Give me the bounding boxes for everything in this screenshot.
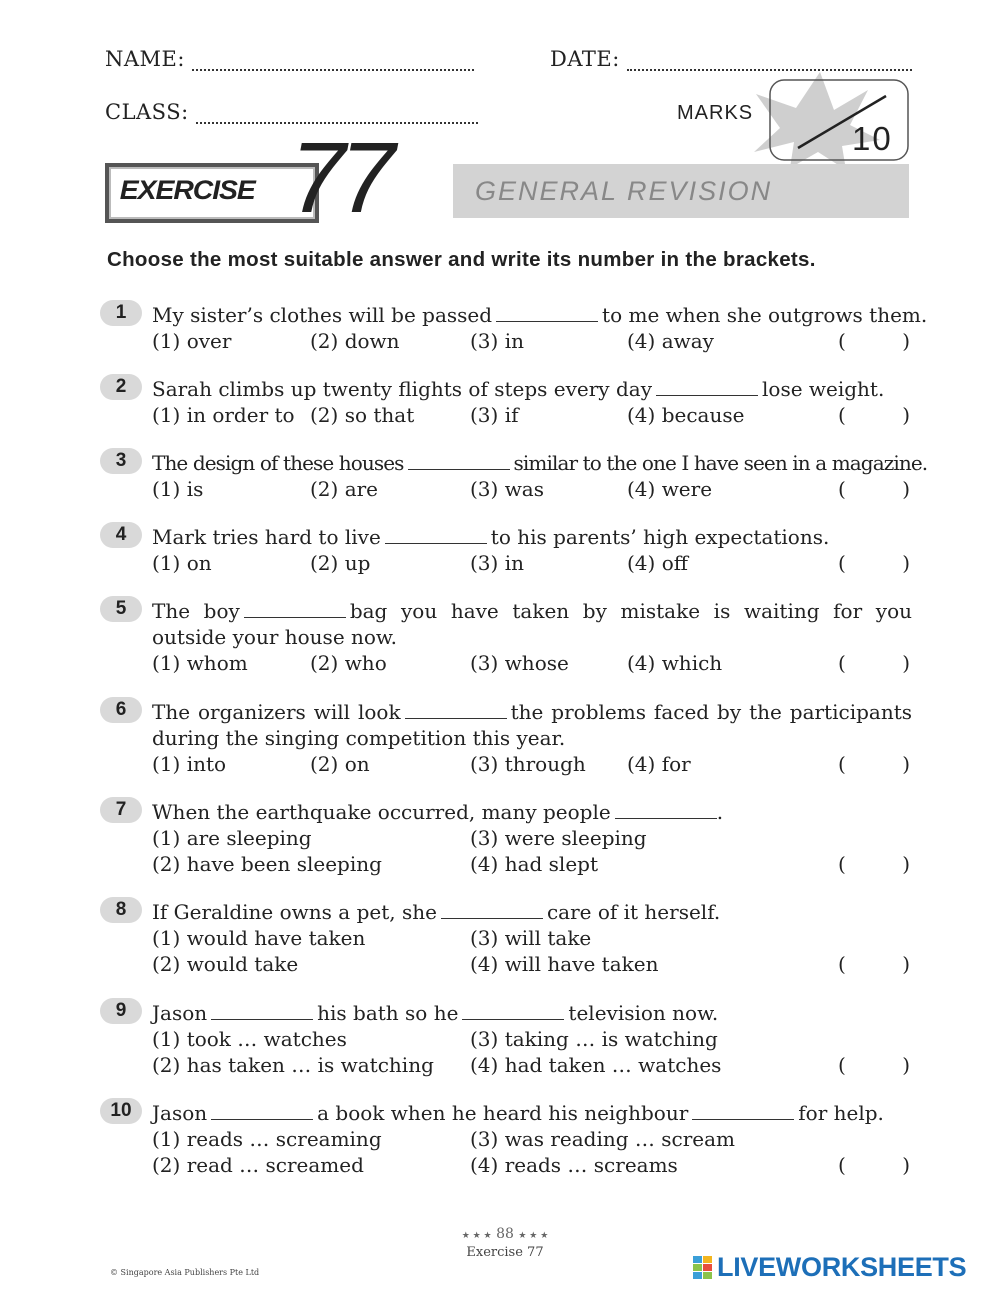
option-4: (4) off bbox=[627, 551, 688, 575]
option-1: (1) over bbox=[152, 329, 232, 353]
instruction: Choose the most suitable answer and write its number in the brackets. bbox=[107, 248, 816, 271]
option-4: (4) for bbox=[627, 752, 691, 776]
stars-right: ★ ★ ★ bbox=[518, 1231, 549, 1241]
question-text: My sister’s clothes will be passed to me when she outgrows them. bbox=[152, 303, 928, 327]
option-3: (3) if bbox=[470, 403, 519, 427]
question-number: 1 bbox=[100, 300, 142, 326]
date-field[interactable] bbox=[550, 47, 912, 71]
question-text: When the earthquake occurred, many people . bbox=[152, 800, 724, 824]
stars-left: ★ ★ ★ bbox=[461, 1231, 492, 1241]
option-1: (1) into bbox=[152, 752, 227, 776]
question-text: Jason a book when he heard his neighbour for help. bbox=[152, 1101, 884, 1125]
class-label: CLASS: bbox=[105, 100, 189, 124]
question-text: Jason his bath so he television now. bbox=[152, 1001, 719, 1025]
answer-brackets[interactable]: ( ) bbox=[838, 403, 910, 427]
option-4: (4) had slept bbox=[470, 852, 598, 876]
name-field[interactable] bbox=[105, 47, 474, 71]
answer-brackets[interactable]: ( ) bbox=[838, 551, 910, 575]
option-2: (2) are bbox=[310, 477, 379, 501]
answer-brackets[interactable]: ( ) bbox=[838, 1053, 910, 1077]
name-label: NAME: bbox=[105, 47, 185, 71]
title-band bbox=[453, 164, 909, 218]
option-2: (2) read … screamed bbox=[152, 1153, 364, 1177]
question-text: Sarah climbs up twenty flights of steps every day lose weight. bbox=[152, 377, 885, 401]
answer-blank[interactable] bbox=[244, 599, 346, 618]
question-text: The organizers will look the problems faced by the participants during the singing competition this year. bbox=[152, 700, 912, 750]
option-1: (1) would have taken bbox=[152, 926, 366, 950]
exercise-badge-text: EXERCISE bbox=[119, 175, 255, 205]
question-number: 3 bbox=[100, 448, 142, 474]
question-number: 9 bbox=[100, 998, 142, 1024]
option-3: (3) was bbox=[470, 477, 544, 501]
option-3: (3) through bbox=[470, 752, 586, 776]
answer-brackets[interactable]: ( ) bbox=[838, 852, 910, 876]
question-text: The design of these houses similar to the one I have seen in a magazine. bbox=[152, 451, 928, 475]
question-number: 8 bbox=[100, 897, 142, 923]
option-2: (2) would take bbox=[152, 952, 299, 976]
option-1: (1) took … watches bbox=[152, 1027, 347, 1051]
option-3: (3) will take bbox=[470, 926, 592, 950]
option-4: (4) because bbox=[627, 403, 745, 427]
option-3: (3) was reading … scream bbox=[470, 1127, 736, 1151]
answer-blank[interactable] bbox=[408, 451, 510, 470]
option-2: (2) on bbox=[310, 752, 370, 776]
option-2: (2) up bbox=[310, 551, 371, 575]
question-text: The boy bag you have taken by mistake is waiting for you outside your house now. bbox=[152, 599, 912, 649]
option-2: (2) who bbox=[310, 651, 387, 675]
marks-total: 10 bbox=[852, 120, 893, 157]
option-3: (3) were sleeping bbox=[470, 826, 647, 850]
page-number: 88 bbox=[496, 1226, 514, 1242]
option-1: (1) reads … screaming bbox=[152, 1127, 382, 1151]
question-number: 2 bbox=[100, 374, 142, 400]
page-number-line bbox=[440, 1226, 570, 1242]
exercise-number: 77 bbox=[290, 122, 390, 234]
option-1: (1) whom bbox=[152, 651, 248, 675]
class-field[interactable] bbox=[105, 100, 478, 124]
question-number: 4 bbox=[100, 522, 142, 548]
marks-label: MARKS bbox=[677, 102, 754, 124]
question-number: 7 bbox=[100, 797, 142, 823]
option-4: (4) will have taken bbox=[470, 952, 659, 976]
option-4: (4) away bbox=[627, 329, 714, 353]
liveworksheets-brand[interactable]: LIVEWORKSHEETS bbox=[717, 1252, 967, 1282]
option-1: (1) in order to bbox=[152, 403, 295, 427]
exercise-badge bbox=[105, 163, 319, 223]
option-2: (2) so that bbox=[310, 403, 415, 427]
answer-brackets[interactable]: ( ) bbox=[838, 477, 910, 501]
answer-blank[interactable] bbox=[656, 377, 758, 396]
date-line[interactable] bbox=[627, 53, 912, 71]
option-2: (2) has taken … is watching bbox=[152, 1053, 434, 1077]
option-1: (1) on bbox=[152, 551, 212, 575]
answer-blank-2[interactable] bbox=[462, 1001, 564, 1020]
answer-brackets[interactable]: ( ) bbox=[838, 952, 910, 976]
option-4: (4) had taken … watches bbox=[470, 1053, 722, 1077]
option-3: (3) whose bbox=[470, 651, 569, 675]
date-label: DATE: bbox=[550, 47, 620, 71]
answer-blank-2[interactable] bbox=[692, 1101, 794, 1120]
copyright: © Singapore Asia Publishers Pte Ltd bbox=[110, 1268, 260, 1277]
answer-brackets[interactable]: ( ) bbox=[838, 1153, 910, 1177]
option-4: (4) which bbox=[627, 651, 723, 675]
option-2: (2) down bbox=[310, 329, 400, 353]
exercise-footer-label: Exercise 77 bbox=[466, 1245, 544, 1260]
answer-blank[interactable] bbox=[496, 303, 598, 322]
answer-brackets[interactable]: ( ) bbox=[838, 651, 910, 675]
question-text: If Geraldine owns a pet, she care of it herself. bbox=[152, 900, 721, 924]
answer-blank[interactable] bbox=[385, 525, 487, 544]
question-number: 5 bbox=[100, 596, 142, 622]
option-4: (4) reads … screams bbox=[470, 1153, 678, 1177]
answer-blank-1[interactable] bbox=[211, 1001, 313, 1020]
exercise-title: GENERAL REVISION bbox=[475, 176, 773, 206]
name-line[interactable] bbox=[192, 53, 474, 71]
question-number: 6 bbox=[100, 697, 142, 723]
question-number: 10 bbox=[100, 1098, 142, 1124]
option-3: (3) taking … is watching bbox=[470, 1027, 718, 1051]
answer-blank[interactable] bbox=[441, 900, 543, 919]
question-text: Mark tries hard to live to his parents’ high expectations. bbox=[152, 525, 830, 549]
answer-brackets[interactable]: ( ) bbox=[838, 329, 910, 353]
answer-blank[interactable] bbox=[615, 800, 717, 819]
answer-blank[interactable] bbox=[405, 700, 507, 719]
option-1: (1) are sleeping bbox=[152, 826, 312, 850]
option-4: (4) were bbox=[627, 477, 713, 501]
option-2: (2) have been sleeping bbox=[152, 852, 382, 876]
option-1: (1) is bbox=[152, 477, 204, 501]
answer-brackets[interactable]: ( ) bbox=[838, 752, 910, 776]
option-3: (3) in bbox=[470, 551, 524, 575]
liveworksheets-logo-icon bbox=[693, 1256, 713, 1280]
option-3: (3) in bbox=[470, 329, 524, 353]
answer-blank-1[interactable] bbox=[211, 1101, 313, 1120]
